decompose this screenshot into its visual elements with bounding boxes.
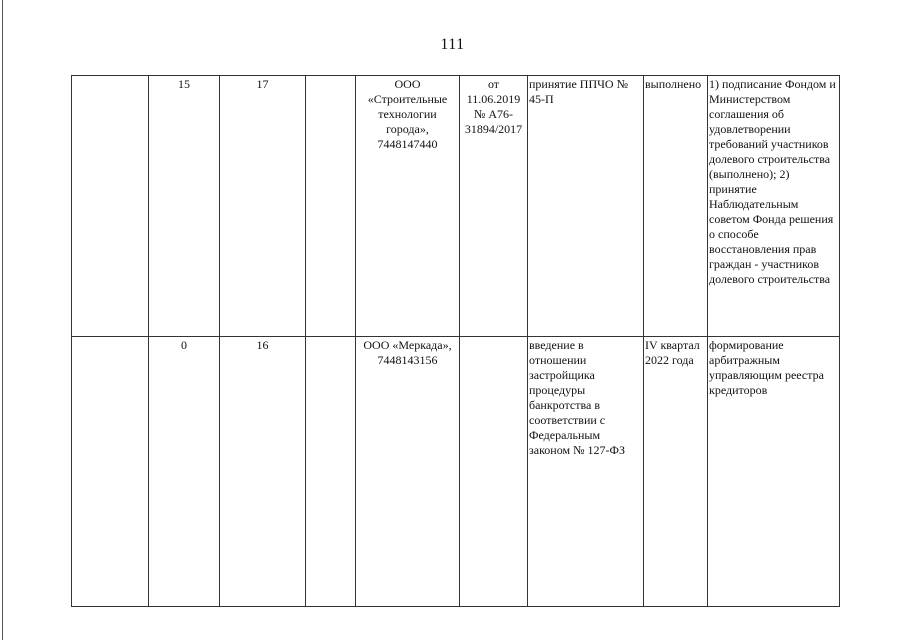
cell-status: IV квартал 2022 года bbox=[644, 337, 708, 607]
cell-court-case: от 11.06.2019 № А76-31894/2017 bbox=[460, 76, 528, 337]
cell-notes: 1) подписание Фондом и Министерством соглашения об удовлетворении требований участников долевого строительства (выполнено); 2) принятие Наблюдательным советом Фонда решения о способе восстановления прав граждан - участников долевого строительства bbox=[708, 76, 840, 337]
cell-col-3: 16 bbox=[220, 337, 306, 607]
table-row bbox=[72, 337, 840, 607]
cell-notes: формирование арбитражным управляющим реестра кредиторов bbox=[708, 337, 840, 607]
problem-objects-table bbox=[71, 75, 840, 607]
table-row bbox=[72, 76, 840, 337]
page-number: 111 bbox=[440, 36, 465, 53]
cell-court-case bbox=[460, 337, 528, 607]
cell-col-2: 0 bbox=[149, 337, 220, 607]
cell-col-1 bbox=[72, 337, 149, 607]
page-edge-line bbox=[2, 0, 3, 640]
cell-col-4 bbox=[306, 337, 356, 607]
cell-developer: ООО «Меркада», 7448143156 bbox=[356, 337, 460, 607]
cell-col-1 bbox=[72, 76, 149, 337]
cell-col-2: 15 bbox=[149, 76, 220, 337]
cell-measure: принятие ППЧО № 45-П bbox=[528, 76, 644, 337]
cell-developer: ООО «Строительные технологии города», 7448147440 bbox=[356, 76, 460, 337]
cell-status: выполнено bbox=[644, 76, 708, 337]
cell-col-3: 17 bbox=[220, 76, 306, 337]
cell-measure: введение в отношении застройщика процедуры банкротства в соответствии с Федеральным законом № 127-ФЗ bbox=[528, 337, 644, 607]
cell-col-4 bbox=[306, 76, 356, 337]
